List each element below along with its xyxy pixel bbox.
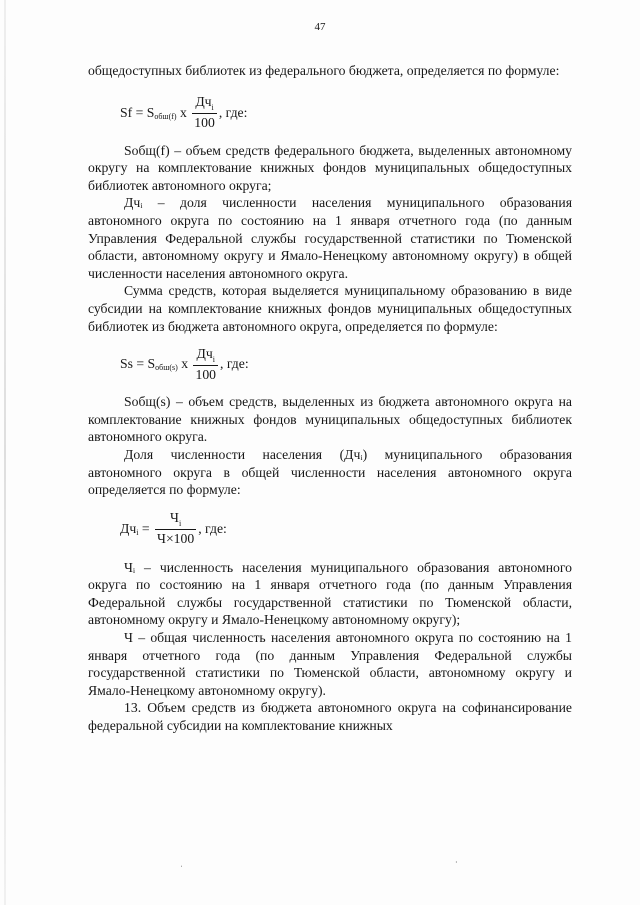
paragraph-intro: общедоступных библиотек из федерального бюджета, определяется по формуле:: [88, 63, 560, 78]
formula-ss: [88, 335, 572, 393]
formula-ss-tail: , где:: [220, 356, 249, 372]
paragraph-dchi: Дчᵢ – доля численности населения муниципального образования автономного округа по состоянию на 1 января отчетного года (по данным Управления Федеральной службы государственной статистики по Тюменской области, автономному округу и Ямало-Ненецкому автономному округу) в общей численности населения автономного округа.: [88, 195, 572, 281]
paragraph-ch-total: Ч – общая численность населения автономного округа по состоянию на 1 января отчетного года (по данным Управления Федеральной службы государственной статистики по Тюменской области, автономному округу и Ямало-Ненецкому автономному округу).: [88, 630, 572, 698]
formula-sf-fraction: [192, 94, 217, 131]
paragraph-chi: Чᵢ – численность населения муниципального образования автономного округа по состоянию на 1 января отчетного года (по данным Управления Федеральной службы государственной статистики по Тюменской области, автономному округу и Ямало-Ненецкому автономному округу);: [88, 559, 572, 628]
scan-speck: ˌ: [180, 858, 183, 867]
formula-ss-lhs: Ss = S: [120, 356, 156, 372]
scan-edge-shadow: [4, 0, 6, 905]
paragraph-sobsh-f: Sобщ(f) – объем средств федерального бюджета, выделенных автономному округу на комплектование книжных фондов муниципальных общедоступных библиотек автономного округа;: [88, 142, 572, 193]
formula-sf-denominator: 100: [194, 115, 215, 131]
formula-dchi-numerator: Ч: [170, 510, 179, 526]
formula-sf-times: x: [180, 104, 187, 120]
formula-sf-numerator: Дч: [195, 94, 212, 110]
formula-sf-subscript: обш(f): [154, 111, 177, 121]
paragraph-population-share: Доля численности населения (Дчᵢ) муниципального образования автономного округа в общей численности населения автономного округа определяется по формуле:: [88, 446, 572, 498]
paragraph-subsidy-sum: Сумма средств, которая выделяется муниципальному образованию в виде субсидии на комплектование книжных фондов муниципальных общедоступных библиотек из бюджета автономного округа, определяется по формуле:: [88, 283, 572, 334]
paragraph-sobsh-s: Sобщ(s) – объем средств, выделенных из бюджета автономного округа на комплектование книжных фондов муниципальных общедоступных библиотек автономного округа.: [88, 394, 572, 445]
paragraph-item-13: 13. Объем средств из бюджета автономного округа на софинансирование федеральной субсидии на комплектование книжных: [88, 700, 572, 734]
formula-sf-tail: , где:: [218, 104, 248, 120]
formula-sf-numerator-sub: i: [211, 103, 214, 113]
document-body: [88, 62, 572, 735]
formula-dchi-equals: =: [138, 520, 154, 536]
formula-dchi-tail: , где:: [198, 520, 227, 536]
formula-ss-subscript: обш(s): [155, 363, 178, 373]
formula-ss-numerator-sub: i: [212, 354, 215, 364]
formula-dchi-lhs-sub: i: [136, 527, 139, 537]
scan-speck: ·: [455, 858, 458, 867]
page-number: 47: [314, 21, 326, 33]
formula-ss-numerator: Дч: [196, 345, 213, 361]
formula-dchi-numerator-sub: i: [178, 519, 182, 529]
formula-sf-lhs: Sf = S: [120, 104, 155, 120]
formula-dchi-denominator: Ч×100: [157, 531, 195, 547]
formula-ss-fraction: [193, 346, 218, 383]
formula-sf: [88, 84, 572, 142]
formula-dchi-lhs: Дч: [120, 520, 137, 536]
formula-dchi: [88, 499, 572, 559]
formula-ss-times: x: [181, 356, 189, 372]
formula-ss-denominator: 100: [195, 366, 217, 382]
formula-dchi-fraction: [155, 510, 196, 547]
